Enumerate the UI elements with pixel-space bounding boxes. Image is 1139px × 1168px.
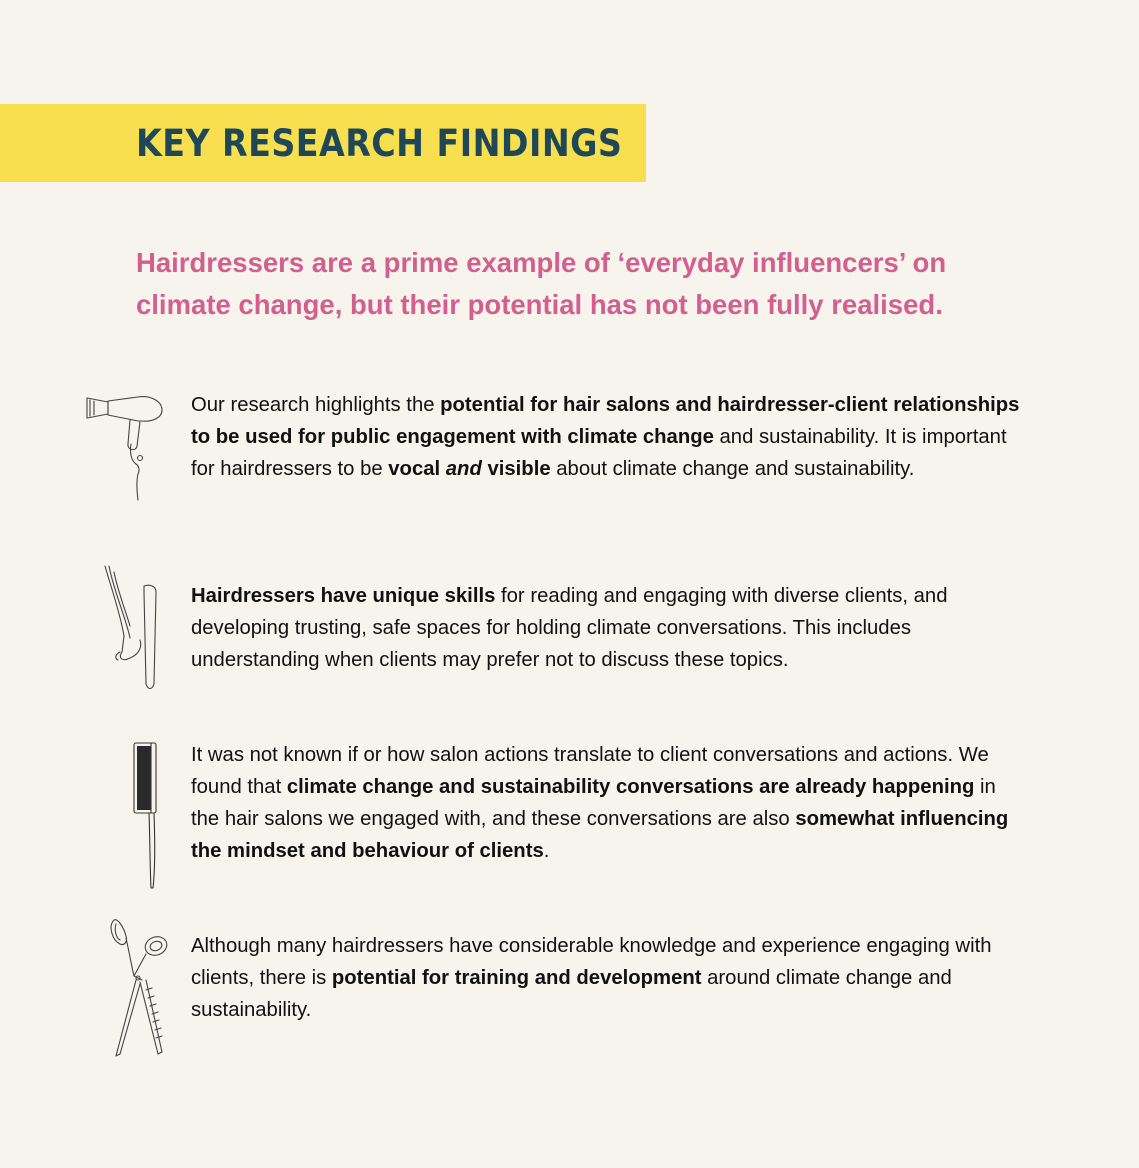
page-title: KEY RESEARCH FINDINGS (136, 122, 623, 165)
lead-statement (136, 242, 1036, 326)
scissors-icon (106, 916, 172, 1060)
lead-line-2: climate change, but their potential has not been fully realised. (136, 289, 943, 320)
finding-4-highlight: potential for training and development (331, 967, 702, 989)
hair-dryer-icon (84, 392, 166, 504)
finding-3-highlight-2: somewhat influencing the mindset and behaviour of clients (191, 808, 1009, 862)
finding-1-highlight: potential for hair salons and hairdresser-client relationships to be used for public engagement with climate change (191, 394, 1020, 448)
finding-3: It was not known if or how salon actions translate to client conversations and actions. We found that climate change and sustainability conversations are already happening in the hair salons we engaged with, and these conversations are also somewhat influencing the mindset and behaviour of clients. (191, 744, 1009, 862)
hair-clip-icon (100, 562, 162, 690)
finding-4: Although many hairdressers have considerable knowledge and experience engaging with clients, there is potential for training and development around climate change and sustainability. (191, 935, 992, 1021)
lead-line-1: Hairdressers are a prime example of ‘everyday influencers’ on (136, 247, 947, 278)
title-banner (0, 104, 646, 182)
finding-2: Hairdressers have unique skills for reading and engaging with diverse clients, and developing trusting, safe spaces for holding climate conversations. This includes understanding when clients may prefer not to discuss these topics. (191, 585, 948, 671)
finding-2-highlight: Hairdressers have unique skills (191, 585, 496, 607)
tail-comb-icon (130, 740, 160, 892)
finding-3-highlight-1: climate change and sustainability conversations are already happening (286, 776, 975, 798)
finding-1: Our research highlights the potential for hair salons and hairdresser-client relationships to be used for public engagement with climate change and sustainability. It is important for hairdressers to be vocal and visible about climate change and sustainability. (191, 394, 1020, 480)
